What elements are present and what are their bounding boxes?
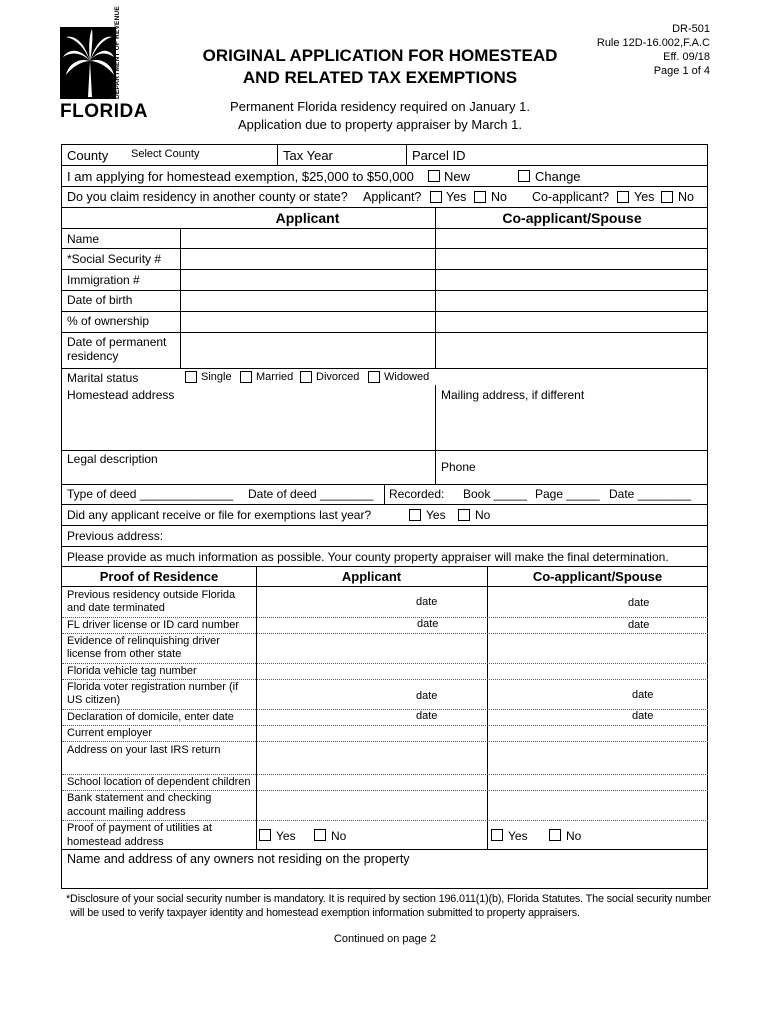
single-label: Single bbox=[201, 371, 232, 383]
bank-statement-label-1: Bank statement and checking bbox=[67, 792, 212, 804]
non-resident-owners-label: Name and address of any owners not residing on the property bbox=[67, 852, 410, 866]
proof-coapplicant-heading: Co-applicant/Spouse bbox=[532, 569, 663, 584]
name-label: Name bbox=[67, 232, 100, 246]
recorded-label: Recorded: bbox=[389, 487, 445, 501]
change-label: Change bbox=[535, 169, 581, 184]
florida-wordmark: FLORIDA bbox=[60, 101, 148, 122]
applicant-date-5: date bbox=[416, 690, 438, 702]
employer-label: Current employer bbox=[67, 727, 152, 739]
single-checkbox[interactable] bbox=[185, 371, 197, 383]
applicant-no-label: No bbox=[491, 190, 507, 204]
deed-type-field[interactable]: Type of deed ______________ bbox=[67, 487, 234, 501]
widowed-label: Widowed bbox=[384, 371, 430, 383]
irs-address-label: Address on your last IRS return bbox=[67, 744, 221, 756]
coapplicant-no-checkbox[interactable] bbox=[661, 191, 673, 203]
applicant-date-6: date bbox=[416, 710, 438, 722]
due-date-note: Application due to property appraiser by March 1. bbox=[238, 117, 522, 132]
ssn-disclosure-line2: will be used to verify taxpayer identity and homestead exemption information submitted to property appraisers. bbox=[70, 907, 580, 919]
record-date-field[interactable]: Date ________ bbox=[609, 487, 692, 501]
voter-reg-label-2: US citizen) bbox=[67, 694, 121, 706]
utilities-applicant-yes-checkbox[interactable] bbox=[259, 829, 271, 841]
prev-residency-label-1: Previous residency outside Florida bbox=[67, 589, 236, 601]
relinquish-license-label-2: license from other state bbox=[67, 648, 182, 660]
page-number: Page 1 of 4 bbox=[653, 65, 710, 77]
homestead-address-label: Homestead address bbox=[67, 388, 175, 402]
county-select[interactable]: Select County bbox=[131, 148, 200, 160]
relinquish-license-label-1: Evidence of relinquishing driver bbox=[67, 635, 220, 647]
utilities-coapplicant-no-checkbox[interactable] bbox=[549, 829, 561, 841]
prev-residency-label-2: and date terminated bbox=[67, 602, 165, 614]
utilities-coapplicant-yes-label: Yes bbox=[508, 829, 528, 843]
voter-reg-label-1: Florida voter registration number (if bbox=[67, 681, 239, 693]
ssn-label: *Social Security # bbox=[67, 252, 162, 266]
applicant-question: Applicant? bbox=[363, 190, 422, 204]
florida-dor-logo bbox=[60, 6, 148, 123]
applicant-heading: Applicant bbox=[275, 210, 340, 226]
deed-date-field[interactable]: Date of deed ________ bbox=[248, 487, 374, 501]
prior-yes-checkbox[interactable] bbox=[409, 509, 421, 521]
change-checkbox[interactable] bbox=[518, 170, 530, 182]
applicant-date-2: date bbox=[417, 618, 439, 630]
school-location-label: School location of dependent children bbox=[67, 776, 251, 788]
prior-yes-label: Yes bbox=[426, 508, 446, 522]
utilities-applicant-no-label: No bbox=[331, 829, 347, 843]
claim-residency-label: Do you claim residency in another county or state? bbox=[67, 190, 348, 204]
utilities-applicant-no-checkbox[interactable] bbox=[314, 829, 326, 841]
mailing-address-label: Mailing address, if different bbox=[441, 388, 585, 402]
form-title-line1: ORIGINAL APPLICATION FOR HOMESTEAD bbox=[202, 46, 558, 65]
phone-label: Phone bbox=[441, 460, 476, 474]
coapplicant-no-label: No bbox=[678, 190, 694, 204]
continued-note: Continued on page 2 bbox=[333, 933, 437, 945]
tax-year-field[interactable]: Tax Year bbox=[283, 148, 333, 163]
proof-applicant-heading: Applicant bbox=[341, 569, 402, 584]
applying-label: I am applying for homestead exemption, $25,000 to $50,000 bbox=[67, 169, 414, 184]
divorced-label: Divorced bbox=[316, 371, 360, 383]
coapplicant-yes-checkbox[interactable] bbox=[617, 191, 629, 203]
agency-vertical-text: DEPARTMENT OF REVENUE bbox=[114, 6, 121, 99]
utilities-coapplicant-yes-checkbox[interactable] bbox=[491, 829, 503, 841]
new-checkbox[interactable] bbox=[428, 170, 440, 182]
coapplicant-yes-label: Yes bbox=[634, 190, 655, 204]
effective-date: Eff. 09/18 bbox=[663, 51, 710, 63]
dob-label: Date of birth bbox=[67, 293, 133, 307]
married-checkbox[interactable] bbox=[240, 371, 252, 383]
residency-note: Permanent Florida residency required on January 1. bbox=[230, 99, 530, 114]
coapplicant-question: Co-applicant? bbox=[532, 190, 610, 204]
fl-license-label: FL driver license or ID card number bbox=[67, 619, 239, 631]
parcel-id-field[interactable]: Parcel ID bbox=[412, 148, 466, 163]
divorced-checkbox[interactable] bbox=[300, 371, 312, 383]
coapplicant-heading: Co-applicant/Spouse bbox=[502, 210, 642, 226]
coapplicant-date-5: date bbox=[632, 689, 654, 701]
palm-tree-icon bbox=[60, 27, 116, 99]
coapplicant-date-6: date bbox=[632, 710, 654, 722]
married-label: Married bbox=[256, 371, 294, 383]
applicant-date-1: date bbox=[416, 596, 438, 608]
applicant-no-checkbox[interactable] bbox=[474, 191, 486, 203]
perm-residency-label-2: residency bbox=[67, 349, 119, 363]
applicant-yes-checkbox[interactable] bbox=[430, 191, 442, 203]
new-label: New bbox=[444, 169, 471, 184]
previous-address-label: Previous address: bbox=[67, 529, 164, 543]
utilities-label-1: Proof of payment of utilities at bbox=[67, 822, 212, 834]
vehicle-tag-label: Florida vehicle tag number bbox=[67, 665, 197, 677]
ssn-disclosure-line1: *Disclosure of your social security number is mandatory. It is required by section 196.011(1)(b), Florida Statutes. The social security number bbox=[66, 893, 711, 905]
coapplicant-date-1: date bbox=[628, 597, 650, 609]
appraiser-note: Please provide as much information as possible. Your county property appraiser will make the final determination. bbox=[67, 550, 669, 564]
ownership-label: % of ownership bbox=[67, 314, 150, 328]
book-field[interactable]: Book _____ bbox=[463, 487, 528, 501]
proof-heading: Proof of Residence bbox=[99, 569, 219, 584]
rule-reference: Rule 12D-16.002,F.A.C bbox=[596, 37, 710, 49]
prior-no-checkbox[interactable] bbox=[458, 509, 470, 521]
utilities-label-2: homestead address bbox=[67, 836, 164, 848]
form-number: DR-501 bbox=[672, 23, 710, 35]
applicant-yes-label: Yes bbox=[446, 190, 467, 204]
utilities-coapplicant-no-label: No bbox=[566, 829, 582, 843]
perm-residency-label-1: Date of permanent bbox=[67, 335, 167, 349]
coapplicant-date-2: date bbox=[628, 619, 650, 631]
bank-statement-label-2: account mailing address bbox=[67, 806, 186, 818]
page-field[interactable]: Page _____ bbox=[535, 487, 600, 501]
county-label: County bbox=[67, 148, 109, 163]
widowed-checkbox[interactable] bbox=[368, 371, 380, 383]
prior-no-label: No bbox=[475, 508, 491, 522]
immigration-label: Immigration # bbox=[67, 273, 140, 287]
form-title-line2: AND RELATED TAX EXEMPTIONS bbox=[242, 68, 518, 87]
legal-description-label: Legal description bbox=[67, 452, 158, 466]
domicile-label: Declaration of domicile, enter date bbox=[67, 711, 234, 723]
prior-exemption-question: Did any applicant receive or file for exemptions last year? bbox=[67, 508, 372, 522]
marital-status-label: Marital status bbox=[67, 371, 139, 385]
utilities-applicant-yes-label: Yes bbox=[276, 829, 296, 843]
